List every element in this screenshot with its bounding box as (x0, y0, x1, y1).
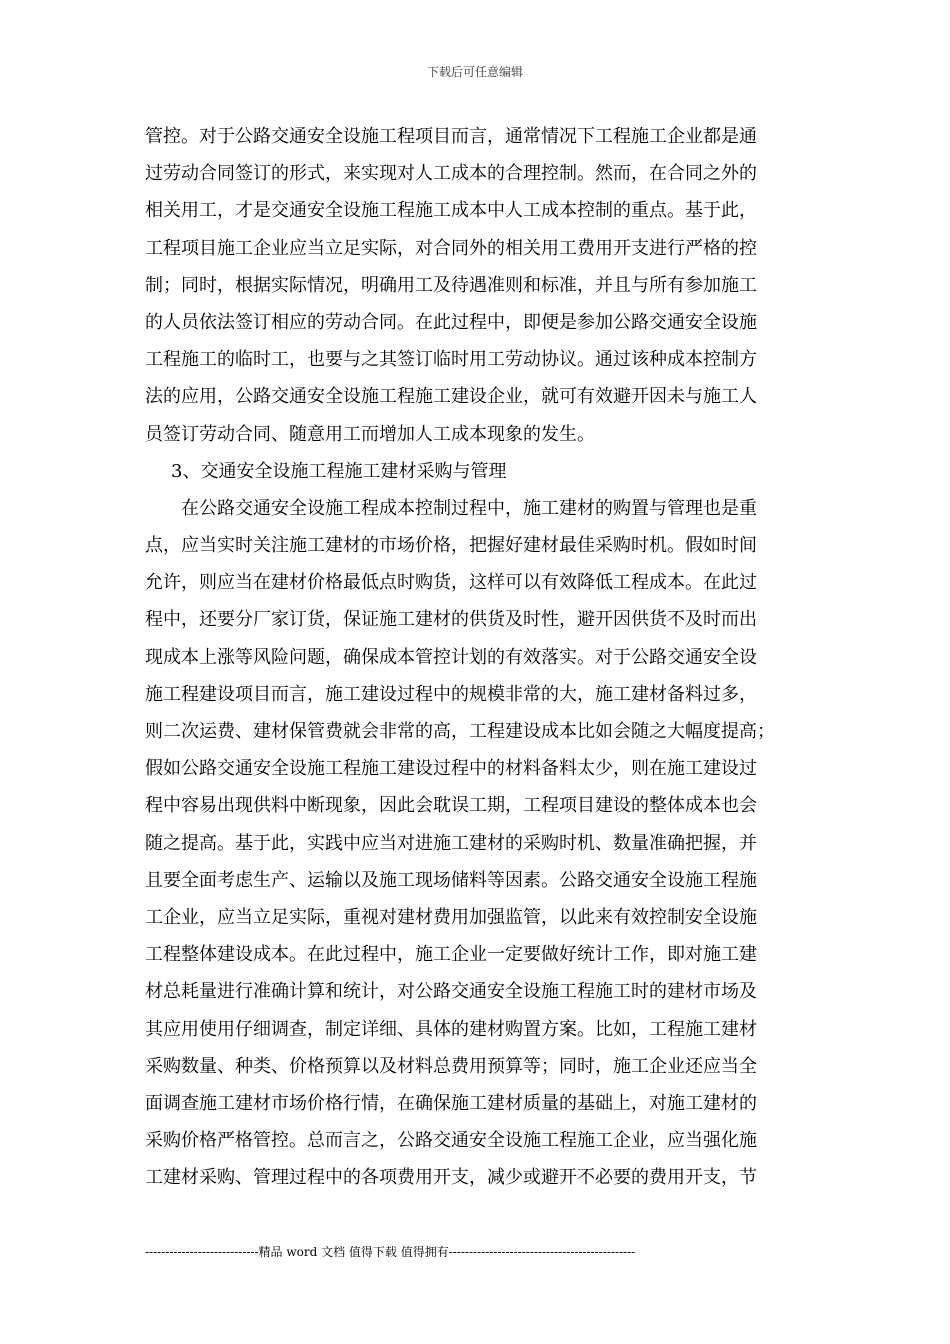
document-body (145, 118, 805, 1196)
text-line: 工程施工的临时工，也要与之其签订临时用工劳动协议。通过该种成本控制方 (145, 349, 757, 371)
text-line: 则二次运费、建材保管费就会非常的高，工程建设成本比如会随之大幅度提高； (145, 721, 775, 742)
text-line: 相关用工，才是交通安全设施工程施工成本中人工成本控制的重点。基于此， (145, 200, 757, 222)
text-line: 材总耗量进行准确计算和统计，对公路交通安全设施工程施工时的建材市场及 (145, 981, 757, 1003)
section-heading: 3、交通安全设施工程施工建材采购与管理 (171, 460, 507, 482)
text-line: 随之提高。基于此，实践中应当对进施工建材的采购时机、数量准确把握，并 (145, 832, 757, 854)
text-line: 面调查施工建材市场价格行情，在确保施工建材质量的基础上，对施工建材的 (145, 1092, 757, 1114)
text-line: 点，应当实时关注施工建材的市场价格，把握好建材最佳采购时机。假如时间 (145, 535, 757, 557)
text-line: 其应用使用仔细调查，制定详细、具体的建材购置方案。比如，工程施工建材 (145, 1018, 757, 1040)
text-line: 制；同时，根据实际情况，明确用工及待遇准则和标准，并且与所有参加施工 (145, 274, 757, 296)
text-line: 法的应用，公路交通安全设施工程施工建设企业，就可有效避开因未与施工人 (145, 386, 757, 408)
text-line: 采购价格严格管控。总而言之，公路交通安全设施工程施工企业，应当强化施 (145, 1130, 757, 1152)
text-line: 工企业，应当立足实际，重视对建材费用加强监管，以此来有效控制安全设施 (145, 906, 757, 928)
text-line: 假如公路交通安全设施工程施工建设过程中的材料备料太少，则在施工建设过 (145, 758, 757, 780)
text-line: 工程整体建设成本。在此过程中，施工企业一定要做好统计工作，即对施工建 (145, 944, 757, 966)
page-footer: ----------------------------精品 word 文档 值得下载 值得拥有---------------------------------------------- (145, 1245, 636, 1259)
text-line: 允许，则应当在建材价格最低点时购货，这样可以有效降低工程成本。在此过 (145, 572, 757, 594)
text-line: 且要全面考虑生产、运输以及施工现场储料等因素。公路交通安全设施工程施 (145, 869, 757, 891)
text-line: 员签订劳动合同、随意用工而增加人工成本现象的发生。 (145, 423, 595, 445)
text-line: 采购数量、种类、价格预算以及材料总费用预算等；同时，施工企业还应当全 (145, 1055, 757, 1077)
page-header: 下载后可任意编辑 (426, 65, 523, 79)
text-line: 工建材采购、管理过程中的各项费用开支，减少或避开不必要的费用开支，节 (145, 1167, 757, 1189)
text-line: 工程项目施工企业应当立足实际，对合同外的相关用工费用开支进行严格的控 (145, 237, 757, 259)
text-line: 程中容易出现供料中断现象，因此会耽误工期，工程项目建设的整体成本也会 (145, 795, 757, 817)
paragraph-first-line: 在公路交通安全设施工程成本控制过程中，施工建材的购置与管理也是重 (181, 497, 757, 519)
text-line: 的人员依法签订相应的劳动合同。在此过程中，即便是参加公路交通安全设施 (145, 311, 757, 333)
text-line: 现成本上涨等风险问题，确保成本管控计划的有效落实。对于公路交通安全设 (145, 646, 757, 668)
text-line: 过劳动合同签订的形式，来实现对人工成本的合理控制。然而，在合同之外的 (145, 163, 757, 185)
text-line: 程中，还要分厂家订货，保证施工建材的供货及时性，避开因供货不及时而出 (145, 609, 757, 631)
text-line: 施工程建设项目而言，施工建设过程中的规模非常的大，施工建材备料过多， (145, 683, 757, 705)
text-line: 管控。对于公路交通安全设施工程项目而言，通常情况下工程施工企业都是通 (145, 126, 757, 147)
